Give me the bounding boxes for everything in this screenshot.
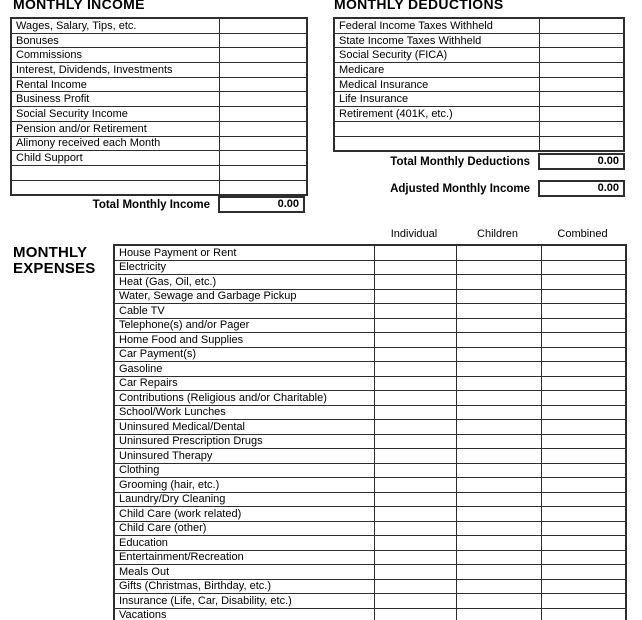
expense-item-label: Grooming (hair, etc.) — [114, 478, 374, 493]
expense-amount-cell[interactable] — [541, 536, 626, 551]
expense-amount-cell[interactable] — [374, 521, 456, 536]
expense-column-headers — [373, 228, 625, 240]
income-total-row — [10, 196, 305, 213]
expense-amount-cell[interactable] — [374, 333, 456, 348]
expense-amount-cell[interactable] — [456, 318, 541, 333]
expense-amount-cell[interactable] — [374, 550, 456, 565]
expense-amount-cell[interactable] — [456, 536, 541, 551]
table-row — [114, 550, 626, 565]
income-amount-cell[interactable] — [219, 63, 307, 78]
expense-item-label: Water, Sewage and Garbage Pickup — [114, 289, 374, 304]
expense-amount-cell[interactable] — [541, 449, 626, 464]
income-amount-cell[interactable] — [219, 92, 307, 107]
table-row — [11, 165, 307, 180]
expense-item-label: Telephone(s) and/or Pager — [114, 318, 374, 333]
expense-item-label: Heat (Gas, Oil, etc.) — [114, 275, 374, 290]
deduction-item-label — [334, 121, 539, 136]
table-row — [114, 318, 626, 333]
deduction-amount-cell[interactable] — [539, 63, 624, 78]
expense-amount-cell[interactable] — [541, 565, 626, 580]
expense-amount-cell[interactable] — [541, 260, 626, 275]
expense-amount-cell[interactable] — [374, 275, 456, 290]
column-header-individual: Individual — [390, 228, 438, 240]
expense-amount-cell[interactable] — [541, 434, 626, 449]
total-monthly-income-label: Total Monthly Income — [92, 198, 210, 211]
table-row — [11, 136, 307, 151]
total-monthly-deductions-value: 0.00 — [538, 153, 625, 170]
expense-item-label: Electricity — [114, 260, 374, 275]
expense-amount-cell[interactable] — [456, 289, 541, 304]
expense-item-label: Gifts (Christmas, Birthday, etc.) — [114, 579, 374, 594]
expense-amount-cell[interactable] — [541, 594, 626, 609]
table-row — [11, 63, 307, 78]
expense-amount-cell[interactable] — [374, 579, 456, 594]
table-row — [114, 492, 626, 507]
income-amount-cell[interactable] — [219, 48, 307, 63]
expense-amount-cell[interactable] — [374, 478, 456, 493]
income-item-label: Rental Income — [11, 77, 219, 92]
expense-amount-cell[interactable] — [374, 420, 456, 435]
expense-item-label: Child Care (work related) — [114, 507, 374, 522]
deduction-item-label: Medicare — [334, 63, 539, 78]
expense-amount-cell[interactable] — [456, 565, 541, 580]
table-row — [114, 275, 626, 290]
table-row — [334, 48, 624, 63]
table-row — [114, 420, 626, 435]
table-row — [11, 18, 307, 33]
income-item-label: Commissions — [11, 48, 219, 63]
monthly-deductions-heading: MONTHLY DEDUCTIONS — [334, 0, 504, 12]
expense-item-label: Vacations — [114, 608, 374, 620]
monthly-expenses-heading — [13, 245, 95, 277]
expense-amount-cell[interactable] — [541, 405, 626, 420]
expense-item-label: Uninsured Medical/Dental — [114, 420, 374, 435]
expense-amount-cell[interactable] — [456, 449, 541, 464]
deduction-amount-cell[interactable] — [539, 48, 624, 63]
adjusted-monthly-income-value: 0.00 — [538, 180, 625, 197]
table-row — [114, 333, 626, 348]
table-row — [11, 151, 307, 166]
expense-amount-cell[interactable] — [541, 391, 626, 406]
table-row — [114, 463, 626, 478]
expense-amount-cell[interactable] — [541, 550, 626, 565]
deduction-item-label — [334, 136, 539, 151]
table-row — [114, 289, 626, 304]
monthly-expenses-heading-line2: EXPENSES — [13, 260, 96, 277]
adjusted-income-row — [333, 180, 625, 197]
table-row — [334, 77, 624, 92]
table-row — [114, 594, 626, 609]
expense-amount-cell[interactable] — [374, 536, 456, 551]
expense-amount-cell[interactable] — [456, 434, 541, 449]
expense-amount-cell[interactable] — [456, 594, 541, 609]
expense-amount-cell[interactable] — [541, 492, 626, 507]
monthly-income-heading: MONTHLY INCOME — [13, 0, 145, 12]
table-row — [114, 347, 626, 362]
expense-amount-cell[interactable] — [541, 608, 626, 620]
expense-amount-cell[interactable] — [374, 434, 456, 449]
expense-amount-cell[interactable] — [541, 347, 626, 362]
column-header-children: Children — [477, 228, 518, 240]
deduction-amount-cell[interactable] — [539, 33, 624, 48]
deduction-item-label: Retirement (401K, etc.) — [334, 107, 539, 122]
deductions-total-row — [333, 153, 625, 170]
expense-item-label: Insurance (Life, Car, Disability, etc.) — [114, 594, 374, 609]
expense-amount-cell[interactable] — [541, 289, 626, 304]
expense-amount-cell[interactable] — [541, 333, 626, 348]
expense-amount-cell[interactable] — [541, 521, 626, 536]
expense-amount-cell[interactable] — [456, 420, 541, 435]
deduction-amount-cell[interactable] — [539, 18, 624, 33]
expense-item-label: Uninsured Therapy — [114, 449, 374, 464]
deduction-amount-cell[interactable] — [539, 107, 624, 122]
expense-amount-cell[interactable] — [374, 289, 456, 304]
expense-amount-cell[interactable] — [456, 376, 541, 391]
expense-item-label: Meals Out — [114, 565, 374, 580]
expense-amount-cell[interactable] — [456, 579, 541, 594]
income-item-label: Pension and/or Retirement — [11, 121, 219, 136]
expense-amount-cell[interactable] — [374, 391, 456, 406]
expense-item-label: Contributions (Religious and/or Charitable) — [114, 391, 374, 406]
deductions-table — [333, 17, 625, 152]
income-amount-cell[interactable] — [219, 165, 307, 180]
expense-amount-cell[interactable] — [374, 347, 456, 362]
table-row — [334, 33, 624, 48]
expense-amount-cell[interactable] — [541, 463, 626, 478]
table-row — [334, 136, 624, 151]
income-amount-cell[interactable] — [219, 151, 307, 166]
expense-amount-cell[interactable] — [456, 275, 541, 290]
expense-item-label: Gasoline — [114, 362, 374, 377]
table-row — [334, 121, 624, 136]
expense-item-label: Child Care (other) — [114, 521, 374, 536]
expense-amount-cell[interactable] — [374, 565, 456, 580]
expense-amount-cell[interactable] — [374, 594, 456, 609]
table-row — [334, 18, 624, 33]
expense-amount-cell[interactable] — [374, 463, 456, 478]
expense-amount-cell[interactable] — [456, 478, 541, 493]
expense-amount-cell[interactable] — [456, 391, 541, 406]
table-row — [114, 376, 626, 391]
table-row — [114, 304, 626, 319]
income-amount-cell[interactable] — [219, 180, 307, 195]
table-row — [114, 434, 626, 449]
expense-amount-cell[interactable] — [374, 608, 456, 620]
expense-item-label: School/Work Lunches — [114, 405, 374, 420]
table-row — [11, 121, 307, 136]
expense-amount-cell[interactable] — [374, 449, 456, 464]
expense-amount-cell[interactable] — [374, 245, 456, 260]
table-row — [114, 521, 626, 536]
table-row — [114, 608, 626, 620]
table-row — [114, 245, 626, 260]
expense-amount-cell[interactable] — [541, 507, 626, 522]
income-item-label: Bonuses — [11, 33, 219, 48]
deduction-item-label: Social Security (FICA) — [334, 48, 539, 63]
deduction-item-label: Medical Insurance — [334, 77, 539, 92]
expense-amount-cell[interactable] — [374, 376, 456, 391]
deduction-item-label: Life Insurance — [334, 92, 539, 107]
income-amount-cell[interactable] — [219, 77, 307, 92]
total-monthly-income-value: 0.00 — [218, 196, 305, 213]
table-row — [114, 362, 626, 377]
expense-item-label: Entertainment/Recreation — [114, 550, 374, 565]
expense-item-label: Education — [114, 536, 374, 551]
table-row — [11, 107, 307, 122]
expense-amount-cell[interactable] — [374, 492, 456, 507]
table-row — [334, 63, 624, 78]
expense-item-label: Car Payment(s) — [114, 347, 374, 362]
monthly-expenses-heading-line1: MONTHLY — [13, 244, 88, 261]
table-row — [114, 405, 626, 420]
expense-amount-cell[interactable] — [541, 275, 626, 290]
expense-amount-cell[interactable] — [374, 318, 456, 333]
income-item-label: Wages, Salary, Tips, etc. — [11, 18, 219, 33]
expense-amount-cell[interactable] — [541, 478, 626, 493]
expense-amount-cell[interactable] — [456, 333, 541, 348]
expense-amount-cell[interactable] — [374, 362, 456, 377]
expense-amount-cell[interactable] — [456, 608, 541, 620]
expense-amount-cell[interactable] — [541, 362, 626, 377]
expense-amount-cell[interactable] — [456, 245, 541, 260]
expense-item-label: House Payment or Rent — [114, 245, 374, 260]
adjusted-monthly-income-label: Adjusted Monthly Income — [390, 182, 530, 195]
expense-item-label: Clothing — [114, 463, 374, 478]
table-row — [114, 449, 626, 464]
expense-item-label: Uninsured Prescription Drugs — [114, 434, 374, 449]
column-header-combined: Combined — [557, 228, 608, 240]
expense-amount-cell[interactable] — [374, 405, 456, 420]
table-row — [114, 579, 626, 594]
expense-item-label: Home Food and Supplies — [114, 333, 374, 348]
table-row — [11, 92, 307, 107]
table-row — [11, 77, 307, 92]
table-row — [334, 92, 624, 107]
income-item-label: Social Security Income — [11, 107, 219, 122]
deduction-item-label: Federal Income Taxes Withheld — [334, 18, 539, 33]
expense-amount-cell[interactable] — [541, 304, 626, 319]
deduction-amount-cell[interactable] — [539, 92, 624, 107]
table-row — [114, 478, 626, 493]
expense-item-label: Cable TV — [114, 304, 374, 319]
expense-amount-cell[interactable] — [456, 492, 541, 507]
expense-amount-cell[interactable] — [456, 260, 541, 275]
table-row — [114, 260, 626, 275]
income-amount-cell[interactable] — [219, 18, 307, 33]
deduction-amount-cell[interactable] — [539, 121, 624, 136]
deduction-amount-cell[interactable] — [539, 136, 624, 151]
expense-amount-cell[interactable] — [456, 463, 541, 478]
expense-amount-cell[interactable] — [541, 376, 626, 391]
income-amount-cell[interactable] — [219, 33, 307, 48]
income-item-label: Alimony received each Month — [11, 136, 219, 151]
expense-amount-cell[interactable] — [541, 420, 626, 435]
expense-amount-cell[interactable] — [456, 347, 541, 362]
table-row — [11, 180, 307, 195]
expense-amount-cell[interactable] — [541, 245, 626, 260]
expense-amount-cell[interactable] — [456, 550, 541, 565]
expense-amount-cell[interactable] — [456, 304, 541, 319]
table-row — [11, 48, 307, 63]
table-row — [11, 33, 307, 48]
income-table — [10, 17, 308, 196]
income-item-label: Child Support — [11, 151, 219, 166]
expense-amount-cell[interactable] — [374, 304, 456, 319]
expense-amount-cell[interactable] — [541, 579, 626, 594]
expense-amount-cell[interactable] — [456, 507, 541, 522]
expense-amount-cell[interactable] — [541, 318, 626, 333]
income-item-label — [11, 180, 219, 195]
expense-amount-cell[interactable] — [374, 260, 456, 275]
table-row — [114, 507, 626, 522]
income-amount-cell[interactable] — [219, 107, 307, 122]
table-row — [114, 391, 626, 406]
expense-item-label: Laundry/Dry Cleaning — [114, 492, 374, 507]
table-row — [114, 536, 626, 551]
expense-amount-cell[interactable] — [456, 405, 541, 420]
expense-amount-cell[interactable] — [374, 507, 456, 522]
income-amount-cell[interactable] — [219, 121, 307, 136]
expenses-table — [113, 244, 627, 620]
expense-item-label: Car Repairs — [114, 376, 374, 391]
total-monthly-deductions-label: Total Monthly Deductions — [390, 155, 530, 168]
expense-amount-cell[interactable] — [456, 362, 541, 377]
income-item-label: Business Profit — [11, 92, 219, 107]
table-row — [334, 107, 624, 122]
table-row — [114, 565, 626, 580]
income-item-label — [11, 165, 219, 180]
expense-amount-cell[interactable] — [456, 521, 541, 536]
income-item-label: Interest, Dividends, Investments — [11, 63, 219, 78]
income-amount-cell[interactable] — [219, 136, 307, 151]
deduction-amount-cell[interactable] — [539, 77, 624, 92]
deduction-item-label: State Income Taxes Withheld — [334, 33, 539, 48]
